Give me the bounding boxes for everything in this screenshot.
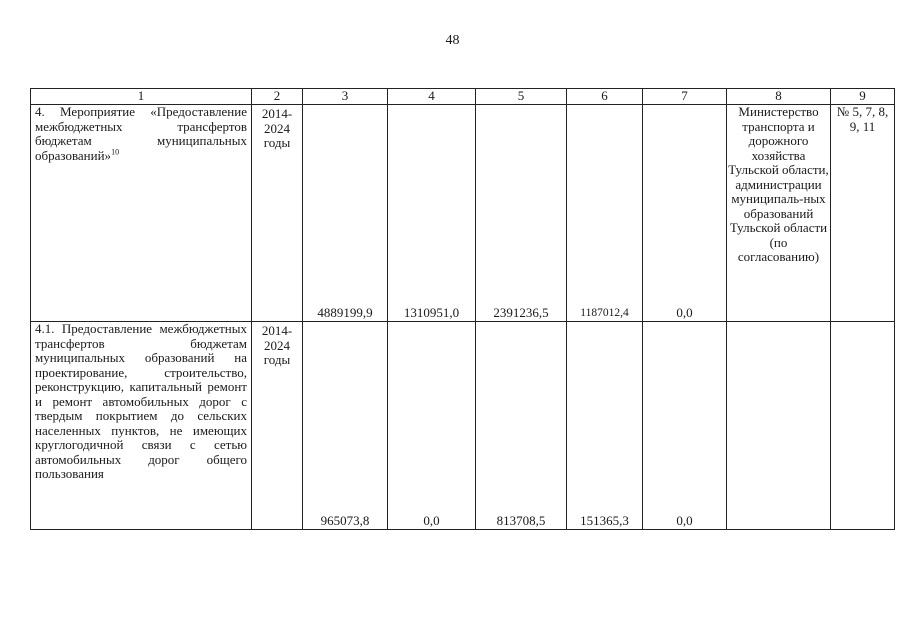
col-header-9: 9 [831,89,895,105]
executor-cell [727,322,831,530]
value-col-6: 1187012,4 [567,105,643,322]
col-header-7: 7 [643,89,727,105]
activity-name-text: 4. Мероприятие «Предоставление межбюджетных трансфертов бюджетам муниципальных образований» [35,104,247,163]
col-header-3: 3 [303,89,388,105]
indicators-cell: № 5, 7, 8, 9, 11 [831,105,895,322]
value-col-3: 4889199,9 [303,105,388,322]
value-col-7: 0,0 [643,322,727,530]
header-row [31,89,895,105]
value-col-4: 0,0 [388,322,476,530]
col-header-6: 6 [567,89,643,105]
value-col-7: 0,0 [643,105,727,322]
program-table [30,88,895,530]
table-row [31,105,895,322]
activity-name [31,105,252,322]
period-cell: 2014-2024 годы [252,105,303,322]
period-cell: 2014-2024 годы [252,322,303,530]
activity-name: 4.1. Предоставление межбюджетных трансфертов бюджетам муниципальных образований на проектирование, строительство, реконструкцию, капитальный ремонт и ремонт автомобильных дорог с твердым покрытием до сельских населенных пунктов, не имеющих круглогодичной связи с сетью автомобильных дорог общего пользования [31,322,252,530]
footnote-mark: 10 [111,147,120,157]
col-header-5: 5 [476,89,567,105]
value-col-3: 965073,8 [303,322,388,530]
table-row [31,322,895,530]
page-number: 48 [445,33,460,48]
indicators-cell [831,322,895,530]
value-col-5: 2391236,5 [476,105,567,322]
col-header-8: 8 [727,89,831,105]
col-header-2: 2 [252,89,303,105]
value-col-6: 151365,3 [567,322,643,530]
value-col-5: 813708,5 [476,322,567,530]
col-header-1: 1 [31,89,252,105]
value-col-4: 1310951,0 [388,105,476,322]
executor-cell: Министерство транспорта и дорожного хозяйства Тульской области, администрации муниципаль-ных образований Тульской области (по согласованию) [727,105,831,322]
col-header-4: 4 [388,89,476,105]
